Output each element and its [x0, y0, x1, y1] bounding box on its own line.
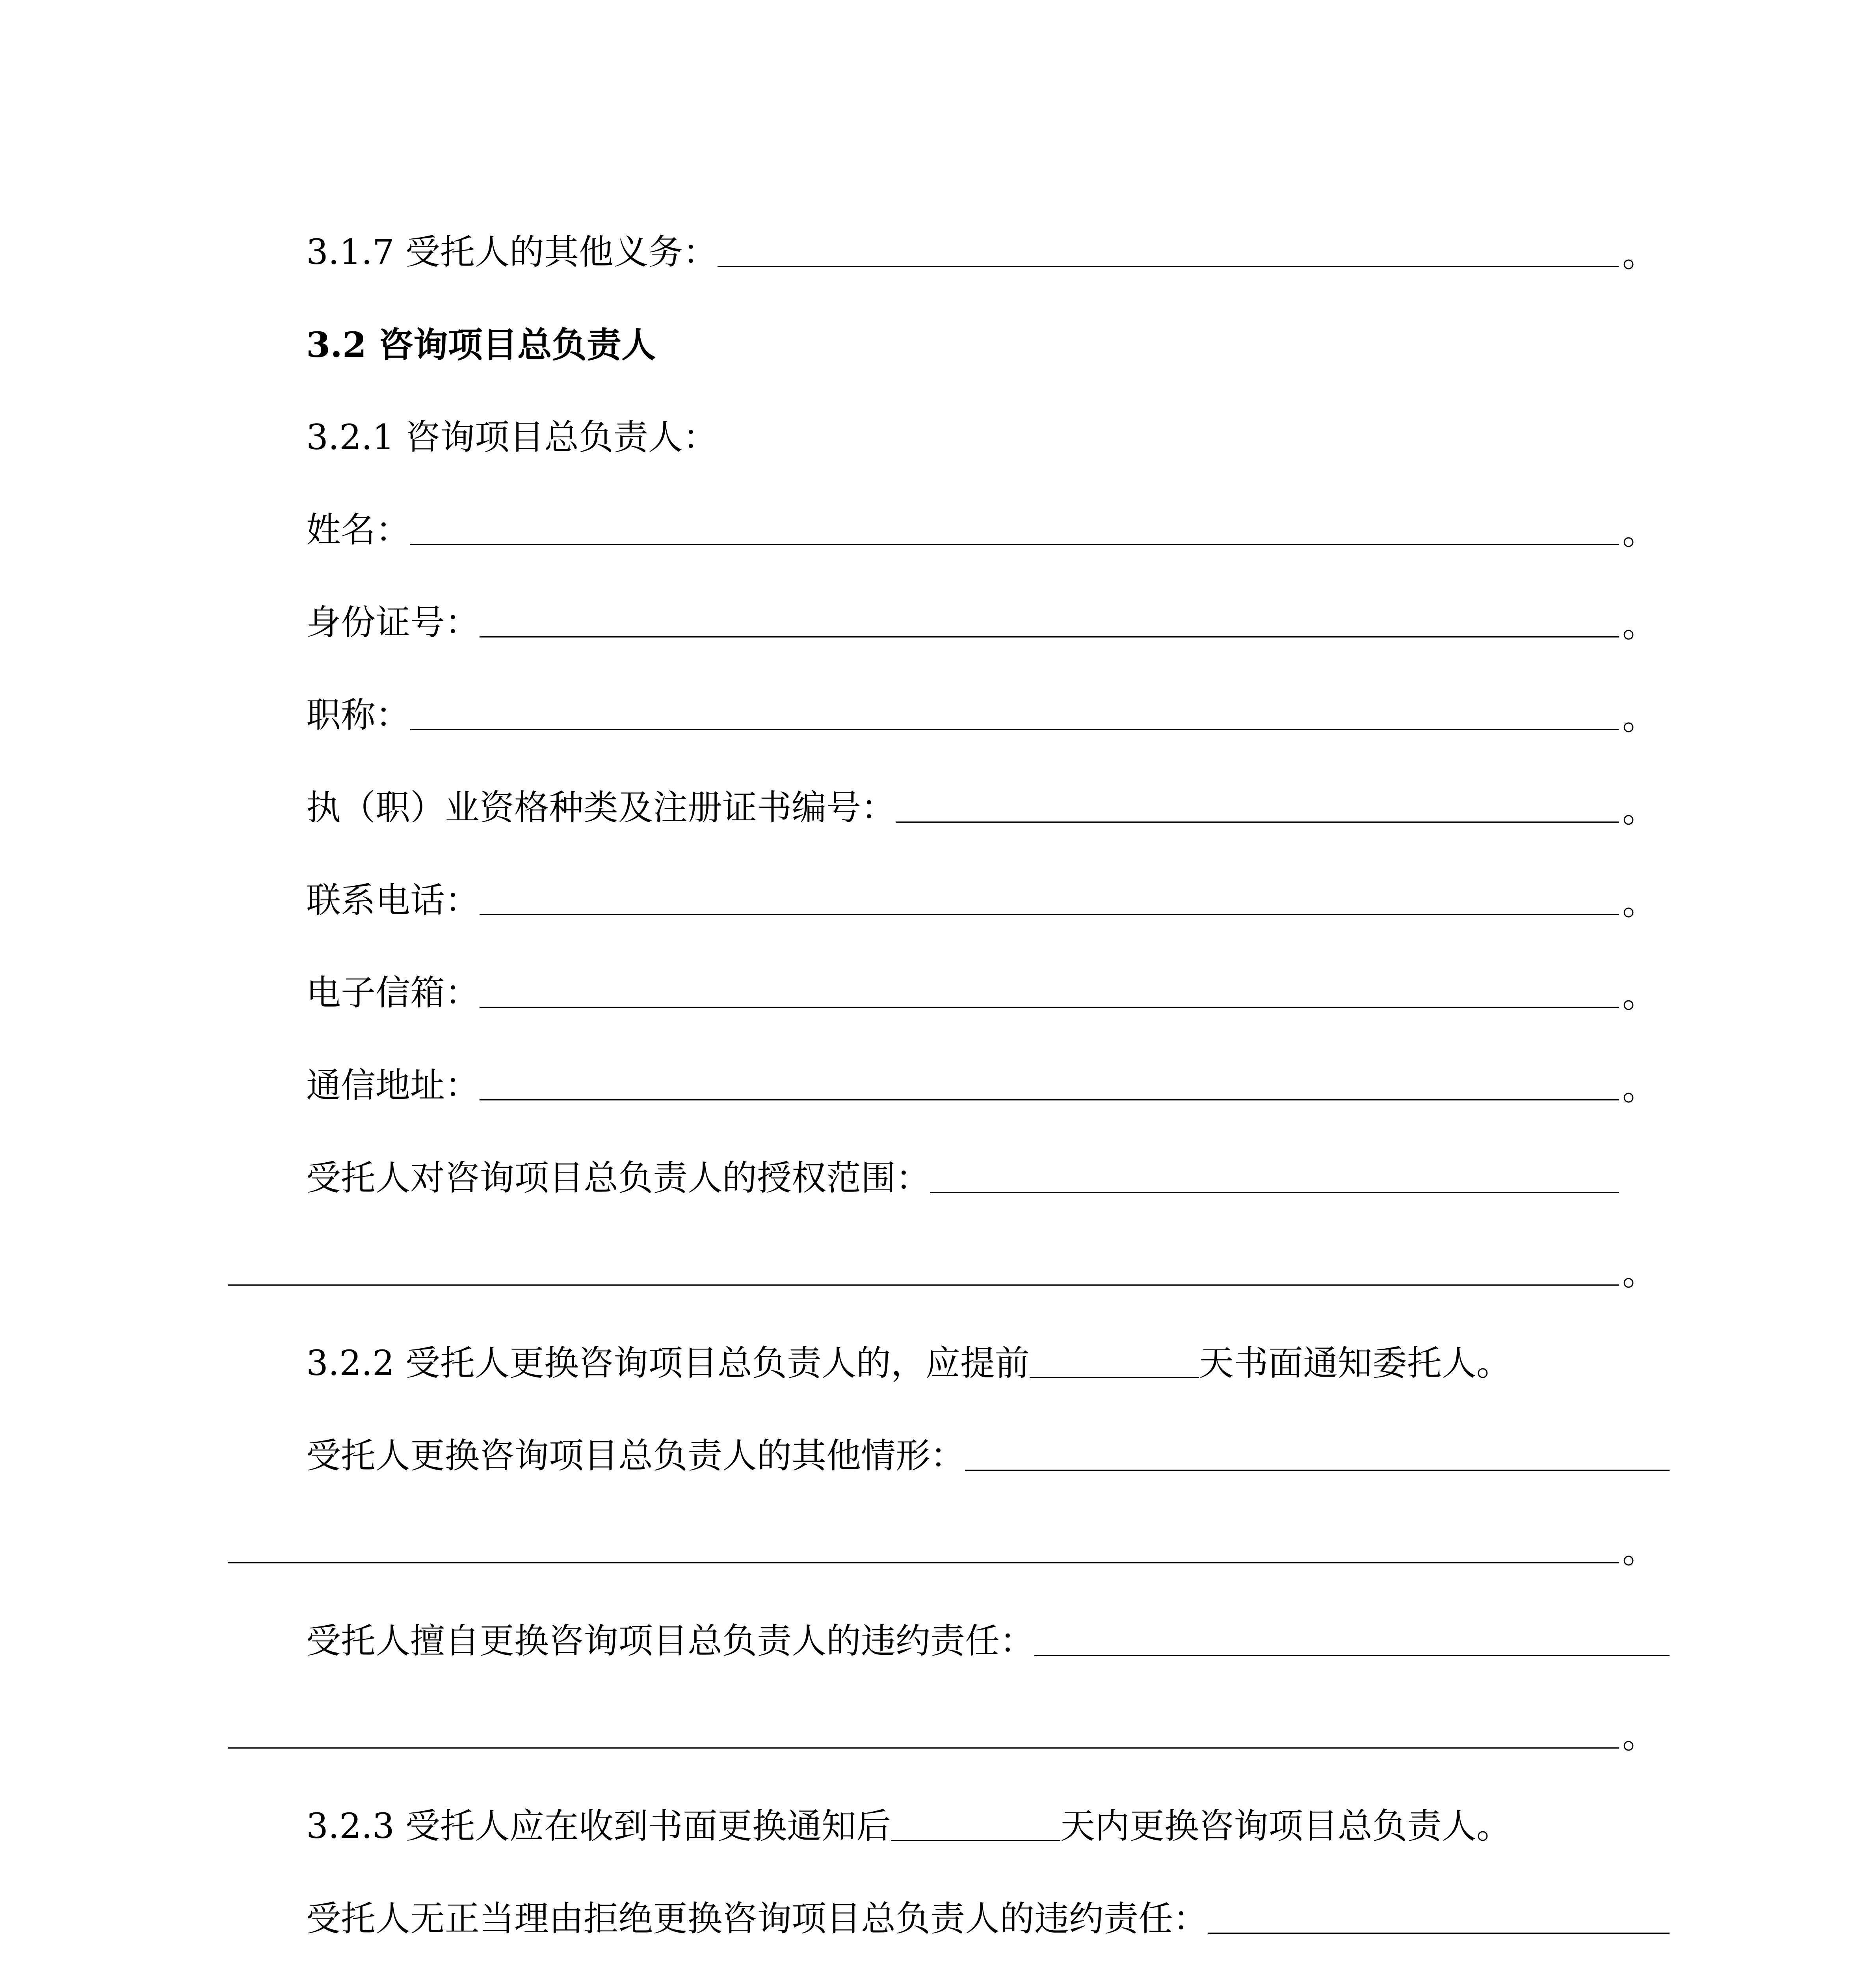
blank-title[interactable]	[410, 729, 1619, 730]
blank-authorization-scope[interactable]	[930, 1192, 1619, 1193]
period-mark: 。	[1622, 790, 1657, 830]
label-refusal-liability: 受托人无正当理由拒绝更换咨询项目总负责人的违约责任：	[306, 1898, 1208, 1939]
blank-notice-days[interactable]	[1030, 1377, 1199, 1378]
blank-other-cases-cont[interactable]	[228, 1562, 1619, 1563]
period-mark: 。	[1622, 1530, 1657, 1571]
clause-3-2-3-pre: 3.2.3 受托人应在收到书面更换通知后	[306, 1806, 891, 1846]
blank-other-cases[interactable]	[965, 1470, 1670, 1471]
label-unauthorized-change-liability: 受托人擅自更换咨询项目总负责人的违约责任：	[306, 1621, 1035, 1661]
period-mark: 。	[1622, 234, 1657, 275]
period-mark: 。	[1622, 1253, 1657, 1293]
period-mark: 。	[1622, 882, 1657, 923]
clause-3-2-2-pre: 3.2.2 受托人更换咨询项目总负责人的，应提前	[306, 1343, 1030, 1383]
blank-authorization-scope-cont[interactable]	[228, 1284, 1619, 1286]
heading-3-2-text: 3.2 咨询项目总负责人	[306, 324, 656, 365]
label-address: 通信地址：	[306, 1065, 480, 1106]
label-email: 电子信箱：	[306, 972, 480, 1013]
blank-unauthorized-change-liability[interactable]	[1034, 1655, 1670, 1656]
field-unauthorized-change-liability-cont	[228, 1702, 1657, 1756]
field-unauthorized-change-liability	[306, 1609, 1670, 1661]
blank-name[interactable]	[410, 544, 1619, 545]
field-refusal-liability	[306, 1887, 1670, 1938]
blank-id-number[interactable]	[480, 636, 1619, 637]
field-name	[306, 498, 1657, 552]
field-qualification	[306, 776, 1657, 830]
clause-3-2-2	[306, 1332, 1646, 1383]
period-mark: 。	[1622, 604, 1657, 645]
label-name: 姓名：	[306, 509, 411, 550]
blank-replacement-days[interactable]	[891, 1840, 1060, 1841]
field-address	[306, 1054, 1657, 1108]
blank-email[interactable]	[480, 1007, 1619, 1008]
section-heading-3-2	[306, 313, 1646, 364]
period-mark: 。	[1622, 1715, 1657, 1756]
clause-3-2-1	[306, 406, 1646, 457]
label-other-obligations: 3.1.7 受托人的其他义务：	[306, 232, 718, 272]
period-mark: 。	[1622, 512, 1657, 552]
label-title: 职称：	[306, 695, 411, 735]
field-authorization-scope-cont	[228, 1239, 1657, 1293]
blank-refusal-liability[interactable]	[1208, 1933, 1670, 1934]
label-other-cases: 受托人更换咨询项目总负责人的其他情形：	[306, 1435, 965, 1476]
label-id-number: 身份证号：	[306, 602, 480, 643]
clause-3-2-2-post: 天书面通知委托人。	[1199, 1343, 1511, 1383]
field-phone	[306, 869, 1657, 923]
period-mark: 。	[1622, 697, 1657, 738]
clause-3-2-3-post: 天内更换咨询项目总负责人。	[1060, 1806, 1511, 1846]
blank-phone[interactable]	[480, 914, 1619, 915]
blank-other-obligations[interactable]	[718, 266, 1619, 267]
field-title	[306, 684, 1657, 738]
blank-unauthorized-change-liability-cont[interactable]	[228, 1747, 1619, 1749]
blank-qualification[interactable]	[896, 821, 1619, 823]
field-authorization-scope	[306, 1147, 1646, 1198]
blank-address[interactable]	[480, 1099, 1619, 1100]
field-other-cases-cont	[228, 1517, 1657, 1571]
field-other-cases	[306, 1424, 1670, 1476]
label-authorization-scope: 受托人对咨询项目总负责人的授权范围：	[306, 1158, 931, 1198]
period-mark: 。	[1622, 1067, 1657, 1108]
field-other-obligations	[306, 221, 1657, 275]
period-mark: 。	[1622, 975, 1657, 1015]
label-qualification: 执（职）业资格种类及注册证书编号：	[306, 787, 896, 828]
field-email	[306, 961, 1657, 1015]
clause-3-2-3	[306, 1795, 1646, 1846]
clause-3-2-1-text: 3.2.1 咨询项目总负责人：	[306, 417, 718, 457]
field-id-number	[306, 591, 1657, 645]
label-phone: 联系电话：	[306, 880, 480, 920]
